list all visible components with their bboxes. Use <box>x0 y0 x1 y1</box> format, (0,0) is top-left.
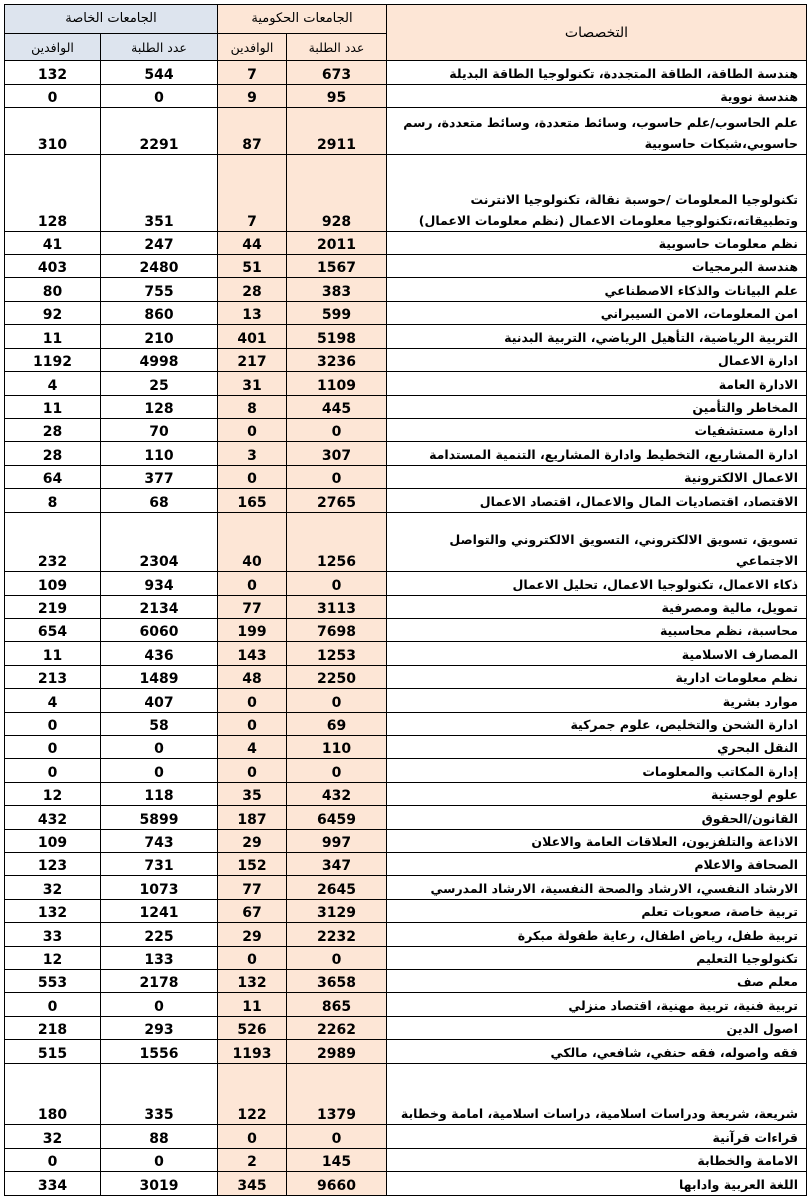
private-arrivals-cell: 310 <box>5 108 101 155</box>
government-students-cell: 0 <box>287 1125 387 1148</box>
private-arrivals-cell: 12 <box>5 946 101 969</box>
private-universities-header: الجامعات الخاصة <box>5 5 218 34</box>
government-arrivals-cell: 29 <box>218 923 287 946</box>
government-arrivals-cell: 28 <box>218 278 287 301</box>
private-students-cell: 0 <box>101 759 218 782</box>
private-arrivals-cell: 0 <box>5 759 101 782</box>
government-arrivals-cell: 0 <box>218 946 287 969</box>
government-students-cell: 0 <box>287 946 387 969</box>
private-students-cell: 860 <box>101 301 218 324</box>
specialization-name-cell: معلم صف <box>387 970 807 993</box>
government-arrivals-cell: 0 <box>218 712 287 735</box>
table-row <box>5 946 807 969</box>
private-students-cell: 6060 <box>101 618 218 641</box>
government-students-cell: 383 <box>287 278 387 301</box>
private-students-cell: 934 <box>101 572 218 595</box>
table-row <box>5 806 807 829</box>
table-row <box>5 442 807 465</box>
specialization-name-cell: الاذاعة والتلفزيون، العلاقات العامة والاعلان <box>387 829 807 852</box>
government-arrivals-cell: 0 <box>218 572 287 595</box>
private-arrivals-cell: 218 <box>5 1016 101 1039</box>
private-students-cell: 2304 <box>101 512 218 572</box>
government-students-cell: 2250 <box>287 665 387 688</box>
government-students-cell: 673 <box>287 61 387 84</box>
private-students-cell: 0 <box>101 993 218 1016</box>
table-row <box>5 395 807 418</box>
specialization-name-cell: ادارة الشحن والتخليص، علوم جمركية <box>387 712 807 735</box>
government-arrivals-cell: 526 <box>218 1016 287 1039</box>
private-arrivals-cell: 28 <box>5 418 101 441</box>
specialization-name-cell: هندسة الطاقة، الطاقة المتجددة، تكنولوجيا الطاقة البديلة <box>387 61 807 84</box>
government-students-cell: 445 <box>287 395 387 418</box>
specialization-name-cell: تكنولوجيا المعلومات /حوسبة نقالة، تكنولوجيا الانترنت وتطبيقاته،تكنولوجيا معلومات الاعمال (نظم معلومات الاعمال) <box>387 155 807 232</box>
specialization-name-cell: تربية خاصة، صعوبات تعلم <box>387 899 807 922</box>
private-arrivals-cell: 132 <box>5 899 101 922</box>
private-arrivals-cell: 232 <box>5 512 101 572</box>
government-students-cell: 3658 <box>287 970 387 993</box>
table-row <box>5 325 807 348</box>
private-students-cell: 25 <box>101 372 218 395</box>
private-students-cell: 1556 <box>101 1040 218 1063</box>
table-row <box>5 1063 807 1125</box>
specialization-name-cell: إدارة المكاتب والمعلومات <box>387 759 807 782</box>
private-arrivals-cell: 334 <box>5 1172 101 1196</box>
government-arrivals-cell: 0 <box>218 689 287 712</box>
private-arrivals-cell: 0 <box>5 1148 101 1171</box>
private-arrivals-cell: 0 <box>5 84 101 107</box>
specialization-name-cell: نظم معلومات حاسوبية <box>387 231 807 254</box>
table-row <box>5 61 807 84</box>
private-students-cell: 0 <box>101 1148 218 1171</box>
private-students-header: عدد الطلبة <box>101 33 218 61</box>
government-arrivals-cell: 217 <box>218 348 287 371</box>
government-arrivals-cell: 31 <box>218 372 287 395</box>
government-students-cell: 347 <box>287 853 387 876</box>
government-students-cell: 3113 <box>287 595 387 618</box>
table-row <box>5 689 807 712</box>
government-students-cell: 6459 <box>287 806 387 829</box>
table-row <box>5 108 807 155</box>
government-arrivals-cell: 44 <box>218 231 287 254</box>
private-students-cell: 0 <box>101 84 218 107</box>
government-arrivals-cell: 4 <box>218 735 287 758</box>
private-students-cell: 377 <box>101 465 218 488</box>
government-arrivals-cell: 122 <box>218 1063 287 1125</box>
specialization-name-cell: تكنولوجيا التعليم <box>387 946 807 969</box>
government-students-cell: 1567 <box>287 255 387 278</box>
specialization-name-cell: الامامة والخطابة <box>387 1148 807 1171</box>
government-arrivals-cell: 7 <box>218 155 287 232</box>
government-arrivals-cell: 87 <box>218 108 287 155</box>
government-students-cell: 145 <box>287 1148 387 1171</box>
government-arrivals-cell: 165 <box>218 489 287 512</box>
private-arrivals-cell: 109 <box>5 572 101 595</box>
government-students-header: عدد الطلبة <box>287 33 387 61</box>
table-row <box>5 665 807 688</box>
specialization-name-cell: المخاطر والتأمين <box>387 395 807 418</box>
private-arrivals-cell: 92 <box>5 301 101 324</box>
table-row <box>5 512 807 572</box>
government-students-cell: 1256 <box>287 512 387 572</box>
government-students-cell: 997 <box>287 829 387 852</box>
private-students-cell: 68 <box>101 489 218 512</box>
table-row <box>5 712 807 735</box>
government-arrivals-cell: 132 <box>218 970 287 993</box>
specialization-name-cell: امن المعلومات، الامن السيبراني <box>387 301 807 324</box>
private-students-cell: 70 <box>101 418 218 441</box>
government-arrivals-cell: 0 <box>218 1125 287 1148</box>
specialization-name-cell: فقه واصوله، فقه حنفي، شافعي، مالكي <box>387 1040 807 1063</box>
specialization-name-cell: تسويق، تسويق الالكتروني، التسويق الالكتروني والتواصل الاجتماعي <box>387 512 807 572</box>
government-arrivals-cell: 401 <box>218 325 287 348</box>
private-students-cell: 225 <box>101 923 218 946</box>
private-students-cell: 1241 <box>101 899 218 922</box>
specialization-name-cell: الاقتصاد، اقتصاديات المال والاعمال، اقتصاد الاعمال <box>387 489 807 512</box>
private-students-cell: 5899 <box>101 806 218 829</box>
private-arrivals-cell: 0 <box>5 712 101 735</box>
private-arrivals-cell: 109 <box>5 829 101 852</box>
private-students-cell: 210 <box>101 325 218 348</box>
government-arrivals-cell: 0 <box>218 759 287 782</box>
government-arrivals-cell: 143 <box>218 642 287 665</box>
table-row <box>5 301 807 324</box>
specialization-name-cell: هندسة نووية <box>387 84 807 107</box>
specialization-name-cell: قراءات قرآنية <box>387 1125 807 1148</box>
government-students-cell: 865 <box>287 993 387 1016</box>
private-students-cell: 133 <box>101 946 218 969</box>
table-row <box>5 1125 807 1148</box>
table-row <box>5 993 807 1016</box>
government-arrivals-cell: 77 <box>218 595 287 618</box>
government-students-cell: 9660 <box>287 1172 387 1196</box>
government-students-cell: 307 <box>287 442 387 465</box>
government-arrivals-cell: 0 <box>218 418 287 441</box>
specialization-name-cell: اصول الدين <box>387 1016 807 1039</box>
private-arrivals-cell: 0 <box>5 735 101 758</box>
government-arrivals-cell: 51 <box>218 255 287 278</box>
private-arrivals-cell: 1192 <box>5 348 101 371</box>
private-arrivals-cell: 32 <box>5 1125 101 1148</box>
private-students-cell: 2291 <box>101 108 218 155</box>
table-row <box>5 465 807 488</box>
table-row <box>5 782 807 805</box>
private-arrivals-cell: 11 <box>5 642 101 665</box>
private-students-cell: 335 <box>101 1063 218 1125</box>
government-arrivals-cell: 187 <box>218 806 287 829</box>
private-students-cell: 118 <box>101 782 218 805</box>
private-students-cell: 110 <box>101 442 218 465</box>
specialization-name-cell: تربية طفل، رياض اطفال، رعاية طفولة مبكرة <box>387 923 807 946</box>
table-row <box>5 1040 807 1063</box>
specialization-name-cell: علم البيانات والذكاء الاصطناعي <box>387 278 807 301</box>
table-row <box>5 876 807 899</box>
specialization-name-cell: ادارة الاعمال <box>387 348 807 371</box>
government-arrivals-cell: 8 <box>218 395 287 418</box>
specialization-name-cell: ادارة مستشفيات <box>387 418 807 441</box>
table-row <box>5 278 807 301</box>
private-students-cell: 293 <box>101 1016 218 1039</box>
specialization-name-cell: تربية فنية، تربية مهنية، اقتصاد منزلي <box>387 993 807 1016</box>
specialization-name-cell: الصحافة والاعلام <box>387 853 807 876</box>
specialization-name-cell: اللغة العربية وادابها <box>387 1172 807 1196</box>
government-students-cell: 2645 <box>287 876 387 899</box>
private-students-cell: 544 <box>101 61 218 84</box>
government-students-cell: 0 <box>287 465 387 488</box>
private-arrivals-cell: 132 <box>5 61 101 84</box>
government-students-cell: 0 <box>287 689 387 712</box>
private-arrivals-cell: 11 <box>5 325 101 348</box>
government-students-cell: 3236 <box>287 348 387 371</box>
government-arrivals-cell: 152 <box>218 853 287 876</box>
private-students-cell: 1489 <box>101 665 218 688</box>
government-students-cell: 2765 <box>287 489 387 512</box>
specializations-header: التخصصات <box>387 5 807 61</box>
private-students-cell: 4998 <box>101 348 218 371</box>
header-row-groups <box>5 5 807 34</box>
government-students-cell: 1253 <box>287 642 387 665</box>
government-arrivals-cell: 40 <box>218 512 287 572</box>
table-row <box>5 759 807 782</box>
private-arrivals-cell: 0 <box>5 993 101 1016</box>
specialization-name-cell: موارد بشرية <box>387 689 807 712</box>
table-row <box>5 418 807 441</box>
specialization-name-cell: علوم لوجستية <box>387 782 807 805</box>
table-row <box>5 255 807 278</box>
table-row <box>5 572 807 595</box>
private-arrivals-cell: 654 <box>5 618 101 641</box>
specialization-name-cell: التربية الرياضية، التأهيل الرياضي، التربية البدنية <box>387 325 807 348</box>
table-row <box>5 853 807 876</box>
private-arrivals-cell: 432 <box>5 806 101 829</box>
government-arrivals-cell: 0 <box>218 465 287 488</box>
government-students-cell: 2911 <box>287 108 387 155</box>
private-arrivals-cell: 80 <box>5 278 101 301</box>
table-row <box>5 923 807 946</box>
specialization-name-cell: شريعة، شريعة ودراسات اسلامية، دراسات اسلامية، امامة وخطابة <box>387 1063 807 1125</box>
government-students-cell: 0 <box>287 572 387 595</box>
private-arrivals-cell: 213 <box>5 665 101 688</box>
private-arrivals-cell: 28 <box>5 442 101 465</box>
government-arrivals-cell: 67 <box>218 899 287 922</box>
table-row <box>5 348 807 371</box>
private-students-cell: 1073 <box>101 876 218 899</box>
government-arrivals-cell: 3 <box>218 442 287 465</box>
private-students-cell: 2480 <box>101 255 218 278</box>
table-row <box>5 1172 807 1196</box>
specialization-name-cell: الارشاد النفسي، الارشاد والصحة النفسية، الارشاد المدرسي <box>387 876 807 899</box>
specialization-name-cell: الادارة العامة <box>387 372 807 395</box>
table-row <box>5 1016 807 1039</box>
private-arrivals-header: الوافدين <box>5 33 101 61</box>
private-students-cell: 755 <box>101 278 218 301</box>
table-row <box>5 1148 807 1171</box>
private-arrivals-cell: 219 <box>5 595 101 618</box>
government-arrivals-cell: 199 <box>218 618 287 641</box>
private-students-cell: 0 <box>101 735 218 758</box>
private-students-cell: 2134 <box>101 595 218 618</box>
private-arrivals-cell: 33 <box>5 923 101 946</box>
government-students-cell: 1109 <box>287 372 387 395</box>
specialization-name-cell: محاسبة، نظم محاسبية <box>387 618 807 641</box>
table-row <box>5 84 807 107</box>
specialization-name-cell: ذكاء الاعمال، تكنولوجيا الاعمال، تحليل الاعمال <box>387 572 807 595</box>
government-arrivals-cell: 13 <box>218 301 287 324</box>
specialization-name-cell: الاعمال الالكترونية <box>387 465 807 488</box>
government-arrivals-cell: 345 <box>218 1172 287 1196</box>
private-arrivals-cell: 12 <box>5 782 101 805</box>
private-students-cell: 58 <box>101 712 218 735</box>
government-arrivals-cell: 1193 <box>218 1040 287 1063</box>
government-arrivals-cell: 77 <box>218 876 287 899</box>
private-arrivals-cell: 41 <box>5 231 101 254</box>
private-arrivals-cell: 8 <box>5 489 101 512</box>
private-arrivals-cell: 4 <box>5 372 101 395</box>
government-students-cell: 3129 <box>287 899 387 922</box>
specialization-name-cell: علم الحاسوب/علم حاسوب، وسائط متعددة، وسائط متعددة، رسم حاسوبي،شبكات حاسوبية <box>387 108 807 155</box>
private-arrivals-cell: 32 <box>5 876 101 899</box>
government-arrivals-cell: 11 <box>218 993 287 1016</box>
private-arrivals-cell: 403 <box>5 255 101 278</box>
private-students-cell: 247 <box>101 231 218 254</box>
government-arrivals-cell: 48 <box>218 665 287 688</box>
table-row <box>5 372 807 395</box>
private-students-cell: 351 <box>101 155 218 232</box>
government-students-cell: 95 <box>287 84 387 107</box>
table-row <box>5 642 807 665</box>
government-students-cell: 432 <box>287 782 387 805</box>
private-arrivals-cell: 64 <box>5 465 101 488</box>
private-students-cell: 731 <box>101 853 218 876</box>
private-arrivals-cell: 4 <box>5 689 101 712</box>
government-arrivals-cell: 9 <box>218 84 287 107</box>
specialization-name-cell: تمويل، مالية ومصرفية <box>387 595 807 618</box>
specialization-name-cell: المصارف الاسلامية <box>387 642 807 665</box>
government-arrivals-cell: 7 <box>218 61 287 84</box>
private-arrivals-cell: 11 <box>5 395 101 418</box>
government-students-cell: 0 <box>287 759 387 782</box>
table-row <box>5 735 807 758</box>
table-row <box>5 595 807 618</box>
table-row <box>5 970 807 993</box>
government-universities-header: الجامعات الحكومية <box>218 5 387 34</box>
private-students-cell: 436 <box>101 642 218 665</box>
government-students-cell: 5198 <box>287 325 387 348</box>
table-row <box>5 829 807 852</box>
table-row <box>5 155 807 232</box>
government-arrivals-cell: 35 <box>218 782 287 805</box>
table-row <box>5 489 807 512</box>
majors-statistics-table <box>4 4 807 1196</box>
government-students-cell: 0 <box>287 418 387 441</box>
table-row <box>5 618 807 641</box>
specialization-name-cell: القانون/الحقوق <box>387 806 807 829</box>
government-students-cell: 2011 <box>287 231 387 254</box>
government-arrivals-cell: 2 <box>218 1148 287 1171</box>
private-arrivals-cell: 128 <box>5 155 101 232</box>
private-arrivals-cell: 180 <box>5 1063 101 1125</box>
table-row <box>5 899 807 922</box>
private-arrivals-cell: 553 <box>5 970 101 993</box>
specialization-name-cell: النقل البحري <box>387 735 807 758</box>
specialization-name-cell: ادارة المشاريع، التخطيط وادارة المشاريع، التنمية المستدامة <box>387 442 807 465</box>
government-students-cell: 2262 <box>287 1016 387 1039</box>
government-students-cell: 69 <box>287 712 387 735</box>
private-arrivals-cell: 515 <box>5 1040 101 1063</box>
government-arrivals-header: الوافدين <box>218 33 287 61</box>
government-students-cell: 1379 <box>287 1063 387 1125</box>
private-students-cell: 3019 <box>101 1172 218 1196</box>
private-students-cell: 2178 <box>101 970 218 993</box>
government-students-cell: 110 <box>287 735 387 758</box>
specialization-name-cell: نظم معلومات ادارية <box>387 665 807 688</box>
specialization-name-cell: هندسة البرمجيات <box>387 255 807 278</box>
private-students-cell: 407 <box>101 689 218 712</box>
private-students-cell: 128 <box>101 395 218 418</box>
private-students-cell: 743 <box>101 829 218 852</box>
government-students-cell: 2989 <box>287 1040 387 1063</box>
government-students-cell: 928 <box>287 155 387 232</box>
private-arrivals-cell: 123 <box>5 853 101 876</box>
table-row <box>5 231 807 254</box>
private-students-cell: 88 <box>101 1125 218 1148</box>
government-students-cell: 7698 <box>287 618 387 641</box>
government-students-cell: 599 <box>287 301 387 324</box>
government-students-cell: 2232 <box>287 923 387 946</box>
government-arrivals-cell: 29 <box>218 829 287 852</box>
